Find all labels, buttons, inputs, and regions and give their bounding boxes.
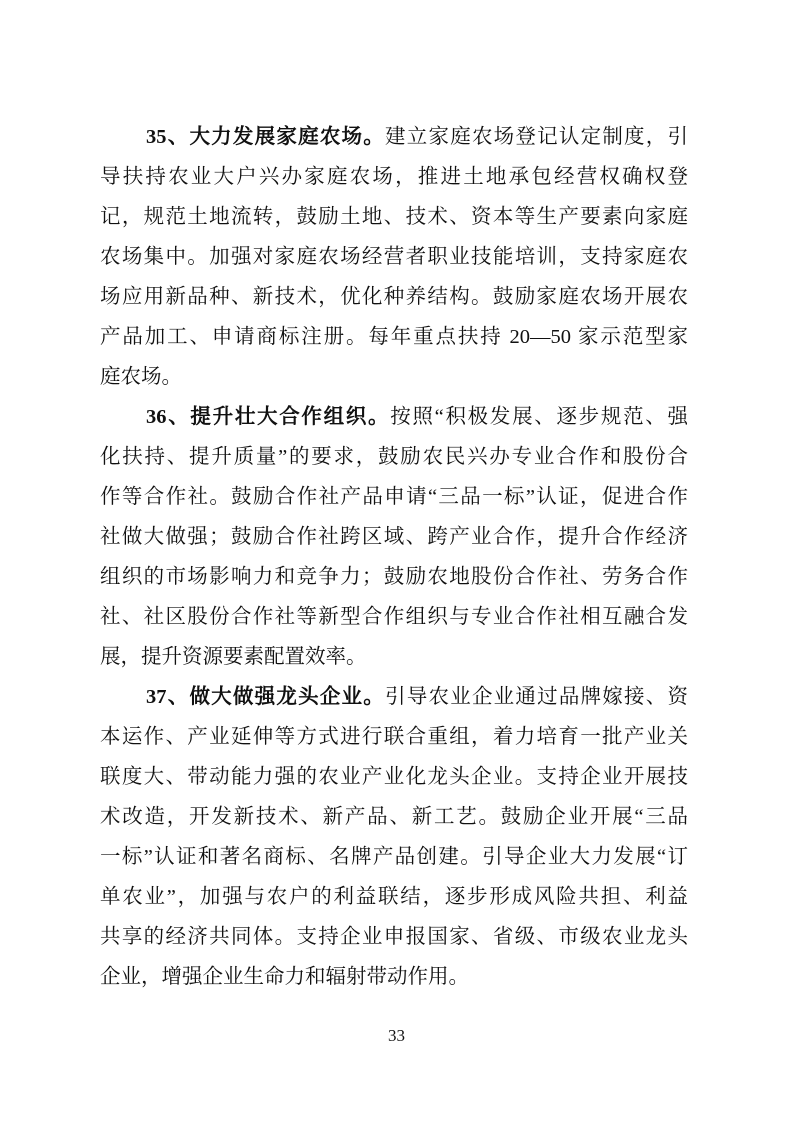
paragraph-line: 农场集中。加强对家庭农场经营者职业技能培训，支持家庭农 [100, 246, 688, 268]
paragraph-line: 作等合作社。鼓励合作社产品申请“三品一标”认证，促进合作 [100, 486, 688, 508]
paragraph-line: 单农业”，加强与农户的利益联结，逐步形成风险共担、利益 [100, 886, 688, 908]
paragraph-text: 按照“积极发展、逐步规范、强 [390, 406, 688, 428]
paragraph-line: 社做大做强；鼓励合作社跨区域、跨产业合作，提升合作经济 [100, 526, 688, 548]
paragraph-line: 共享的经济共同体。支持企业申报国家、省级、市级农业龙头 [100, 926, 688, 948]
document-body [100, 117, 688, 997]
paragraph-first-line [100, 397, 688, 437]
paragraph-line: 企业，增强企业生命力和辐射带动作用。 [100, 966, 469, 988]
page-number: 33 [388, 1026, 405, 1045]
paragraph-heading: 35、大力发展家庭农场。 [146, 126, 386, 148]
paragraph-36 [100, 397, 688, 677]
paragraph-line: 联度大、带动能力强的农业产业化龙头企业。支持企业开展技 [100, 766, 688, 788]
paragraph-line: 记，规范土地流转，鼓励土地、技术、资本等生产要素向家庭 [100, 206, 688, 228]
paragraph-first-line [100, 677, 688, 717]
paragraph-line: 庭农场。 [100, 366, 182, 388]
paragraph-first-line [100, 117, 688, 157]
paragraph-line: 社、社区股份合作社等新型合作组织与专业合作社相互融合发 [100, 606, 688, 628]
paragraph-37 [100, 677, 688, 997]
paragraph-line: 导扶持农业大户兴办家庭农场，推进土地承包经营权确权登 [100, 166, 688, 188]
paragraph-35 [100, 117, 688, 397]
paragraph-line: 一标”认证和著名商标、名牌产品创建。引导企业大力发展“订 [100, 846, 688, 868]
paragraph-line: 场应用新品种、新技术，优化种养结构。鼓励家庭农场开展农 [100, 286, 688, 308]
paragraph-line: 术改造，开发新技术、新产品、新工艺。鼓励企业开展“三品 [100, 806, 688, 828]
paragraph-text: 建立家庭农场登记认定制度，引 [385, 126, 688, 148]
paragraph-line: 展，提升资源要素配置效率。 [100, 646, 367, 668]
paragraph-line: 化扶持、提升质量”的要求，鼓励农民兴办专业合作和股份合 [100, 446, 688, 468]
paragraph-line: 产品加工、申请商标注册。每年重点扶持 20—50 家示范型家 [100, 326, 688, 348]
paragraph-line: 本运作、产业延伸等方式进行联合重组，着力培育一批产业关 [100, 726, 688, 748]
paragraph-heading: 36、提升壮大合作组织。 [146, 406, 391, 428]
paragraph-text: 引导农业企业通过品牌嫁接、资 [385, 686, 688, 708]
paragraph-heading: 37、做大做强龙头企业。 [146, 686, 386, 708]
paragraph-line: 组织的市场影响力和竞争力；鼓励农地股份合作社、劳务合作 [100, 566, 688, 588]
